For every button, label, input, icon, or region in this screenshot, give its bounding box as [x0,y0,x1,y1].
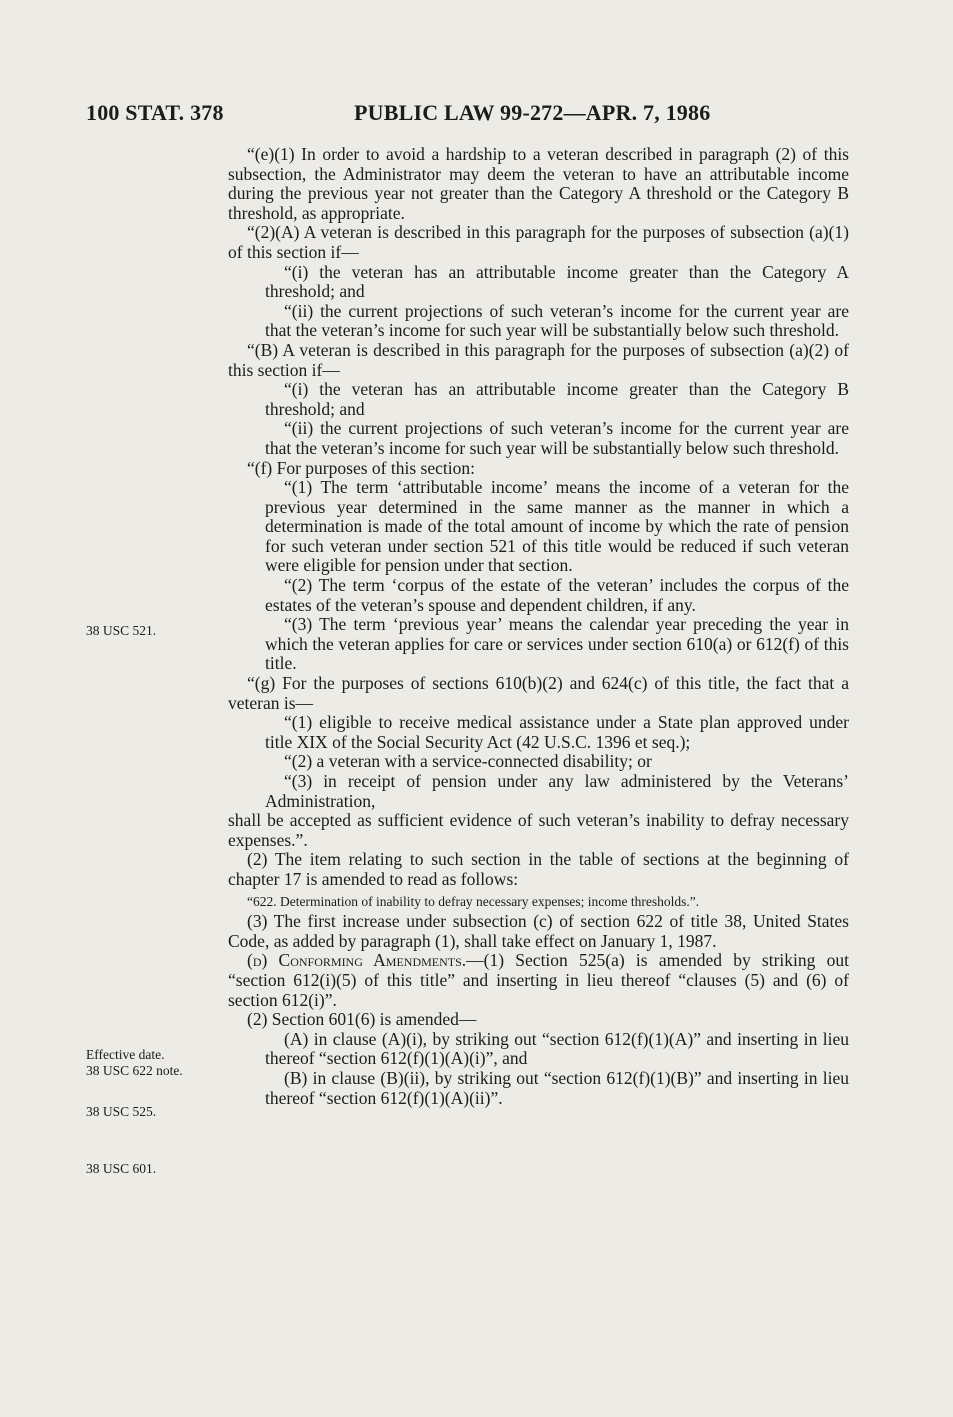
paragraph-g-conclusion: shall be accepted as sufficient evidence of such veteran’s inability to defray necessary expenses.”. [228,810,849,850]
body-text [228,145,849,1108]
clause-g-1: “(1) eligible to receive medical assistance under a State plan approved under title XIX of the Social Security Act (42 U.S.C. 1396 et seq.); [265,712,849,752]
paragraph-2-table-item: (2) The item relating to such section in the table of sections at the beginning of chapter 17 is amended to read as follows: [228,849,849,889]
paragraph-3-effective-date: (3) The first increase under subsection (c) of section 622 of title 38, United States Code, as added by paragraph (1), shall take effect on January 1, 1987. [228,911,849,951]
margin-note-effective-date [86,1047,226,1079]
paragraph-d-2: (2) Section 601(6) is amended— [247,1009,477,1030]
clause-b-ii: “(ii) the current projections of such veteran’s income for the current year are that the veteran’s income for such year will be substantially below such threshold. [265,418,849,458]
paragraph-f: “(f) For purposes of this section: [247,457,475,478]
paragraph-e1: “(e)(1) In order to avoid a hardship to a veteran described in paragraph (2) of this subsection, the Administrator may deem the veteran to have an attributable income during the previous year not greater than the Category A threshold or the Category B threshold, as appropriate. [228,144,849,223]
table-of-sections-entry: “622. Determination of inability to defray necessary expenses; income thresholds.”. [247,893,700,909]
paragraph-g: “(g) For the purposes of sections 610(b)(2) and 624(c) of this title, the fact that a veteran is— [228,673,849,713]
clause-a-ii: “(ii) the current projections of such veteran’s income for the current year are that the veteran’s income for such year will be substantially below such threshold. [265,300,849,341]
paragraph-d-conforming [228,951,849,1010]
conforming-amendments-heading: (d) Conforming Amendments. [247,950,467,971]
paragraph-e2b: “(B) A veteran is described in this paragraph for the purposes of subsection (a)(2) of this section if— [228,339,849,380]
margin-note-line: Effective date. [86,1047,165,1062]
definition-corpus: “(2) The term ‘corpus of the estate of the veteran’ includes the corpus of the estates of the veteran’s spouse and dependent children, if any. [265,575,849,615]
clause-a-i: “(i) the veteran has an attributable income greater than the Category A threshold; and [265,261,849,302]
margin-note-38-usc-525: 38 USC 525. [86,1104,157,1119]
definition-previous-year: “(3) The term ‘previous year’ means the calendar year preceding the year in which the veteran applies for care or services under section 610(a) or 612(f) of this title. [265,614,849,674]
law-title: PUBLIC LAW 99-272—APR. 7, 1986 [354,100,711,125]
clause-b-i: “(i) the veteran has an attributable income greater than the Category B threshold; and [265,379,849,419]
clause-g-2: “(2) a veteran with a service-connected disability; or [284,751,652,772]
margin-note-38-usc-601: 38 USC 601. [86,1161,157,1176]
paragraph-e2a: “(2)(A) A veteran is described in this paragraph for the purposes of subsection (a)(1) of this section if— [228,222,849,262]
margin-note-38-usc-521: 38 USC 521. [86,623,157,638]
page-header [86,100,853,130]
conforming-amendments-text: —(1) Section 525(a) is amended by striking out “section 612(i)(5) of this title” and inserting in lieu thereof “clauses (5) and (6) of section 612(i)”. [228,950,849,1010]
clause-d-2-b: (B) in clause (B)(ii), by striking out “section 612(f)(1)(B)” and inserting in lieu thereof “section 612(f)(1)(A)(ii)”. [265,1067,849,1108]
page-reference: 100 STAT. 378 [86,100,224,125]
margin-note-line: 38 USC 622 note. [86,1063,183,1078]
clause-d-2-a: (A) in clause (A)(i), by striking out “section 612(f)(1)(A)” and inserting in lieu thereof “section 612(f)(1)(A)(i)”, and [265,1028,849,1069]
definition-attributable-income: “(1) The term ‘attributable income’ means the income of a veteran for the previous year determined in the same manner as the manner in which a determination is made of the total amount of income by which the rate of pension for such veteran under section 521 of this title would be reduced if such veteran were eligible for pension under that section. [265,477,849,576]
clause-g-3: “(3) in receipt of pension under any law administered by the Veterans’ Administration, [265,771,849,811]
